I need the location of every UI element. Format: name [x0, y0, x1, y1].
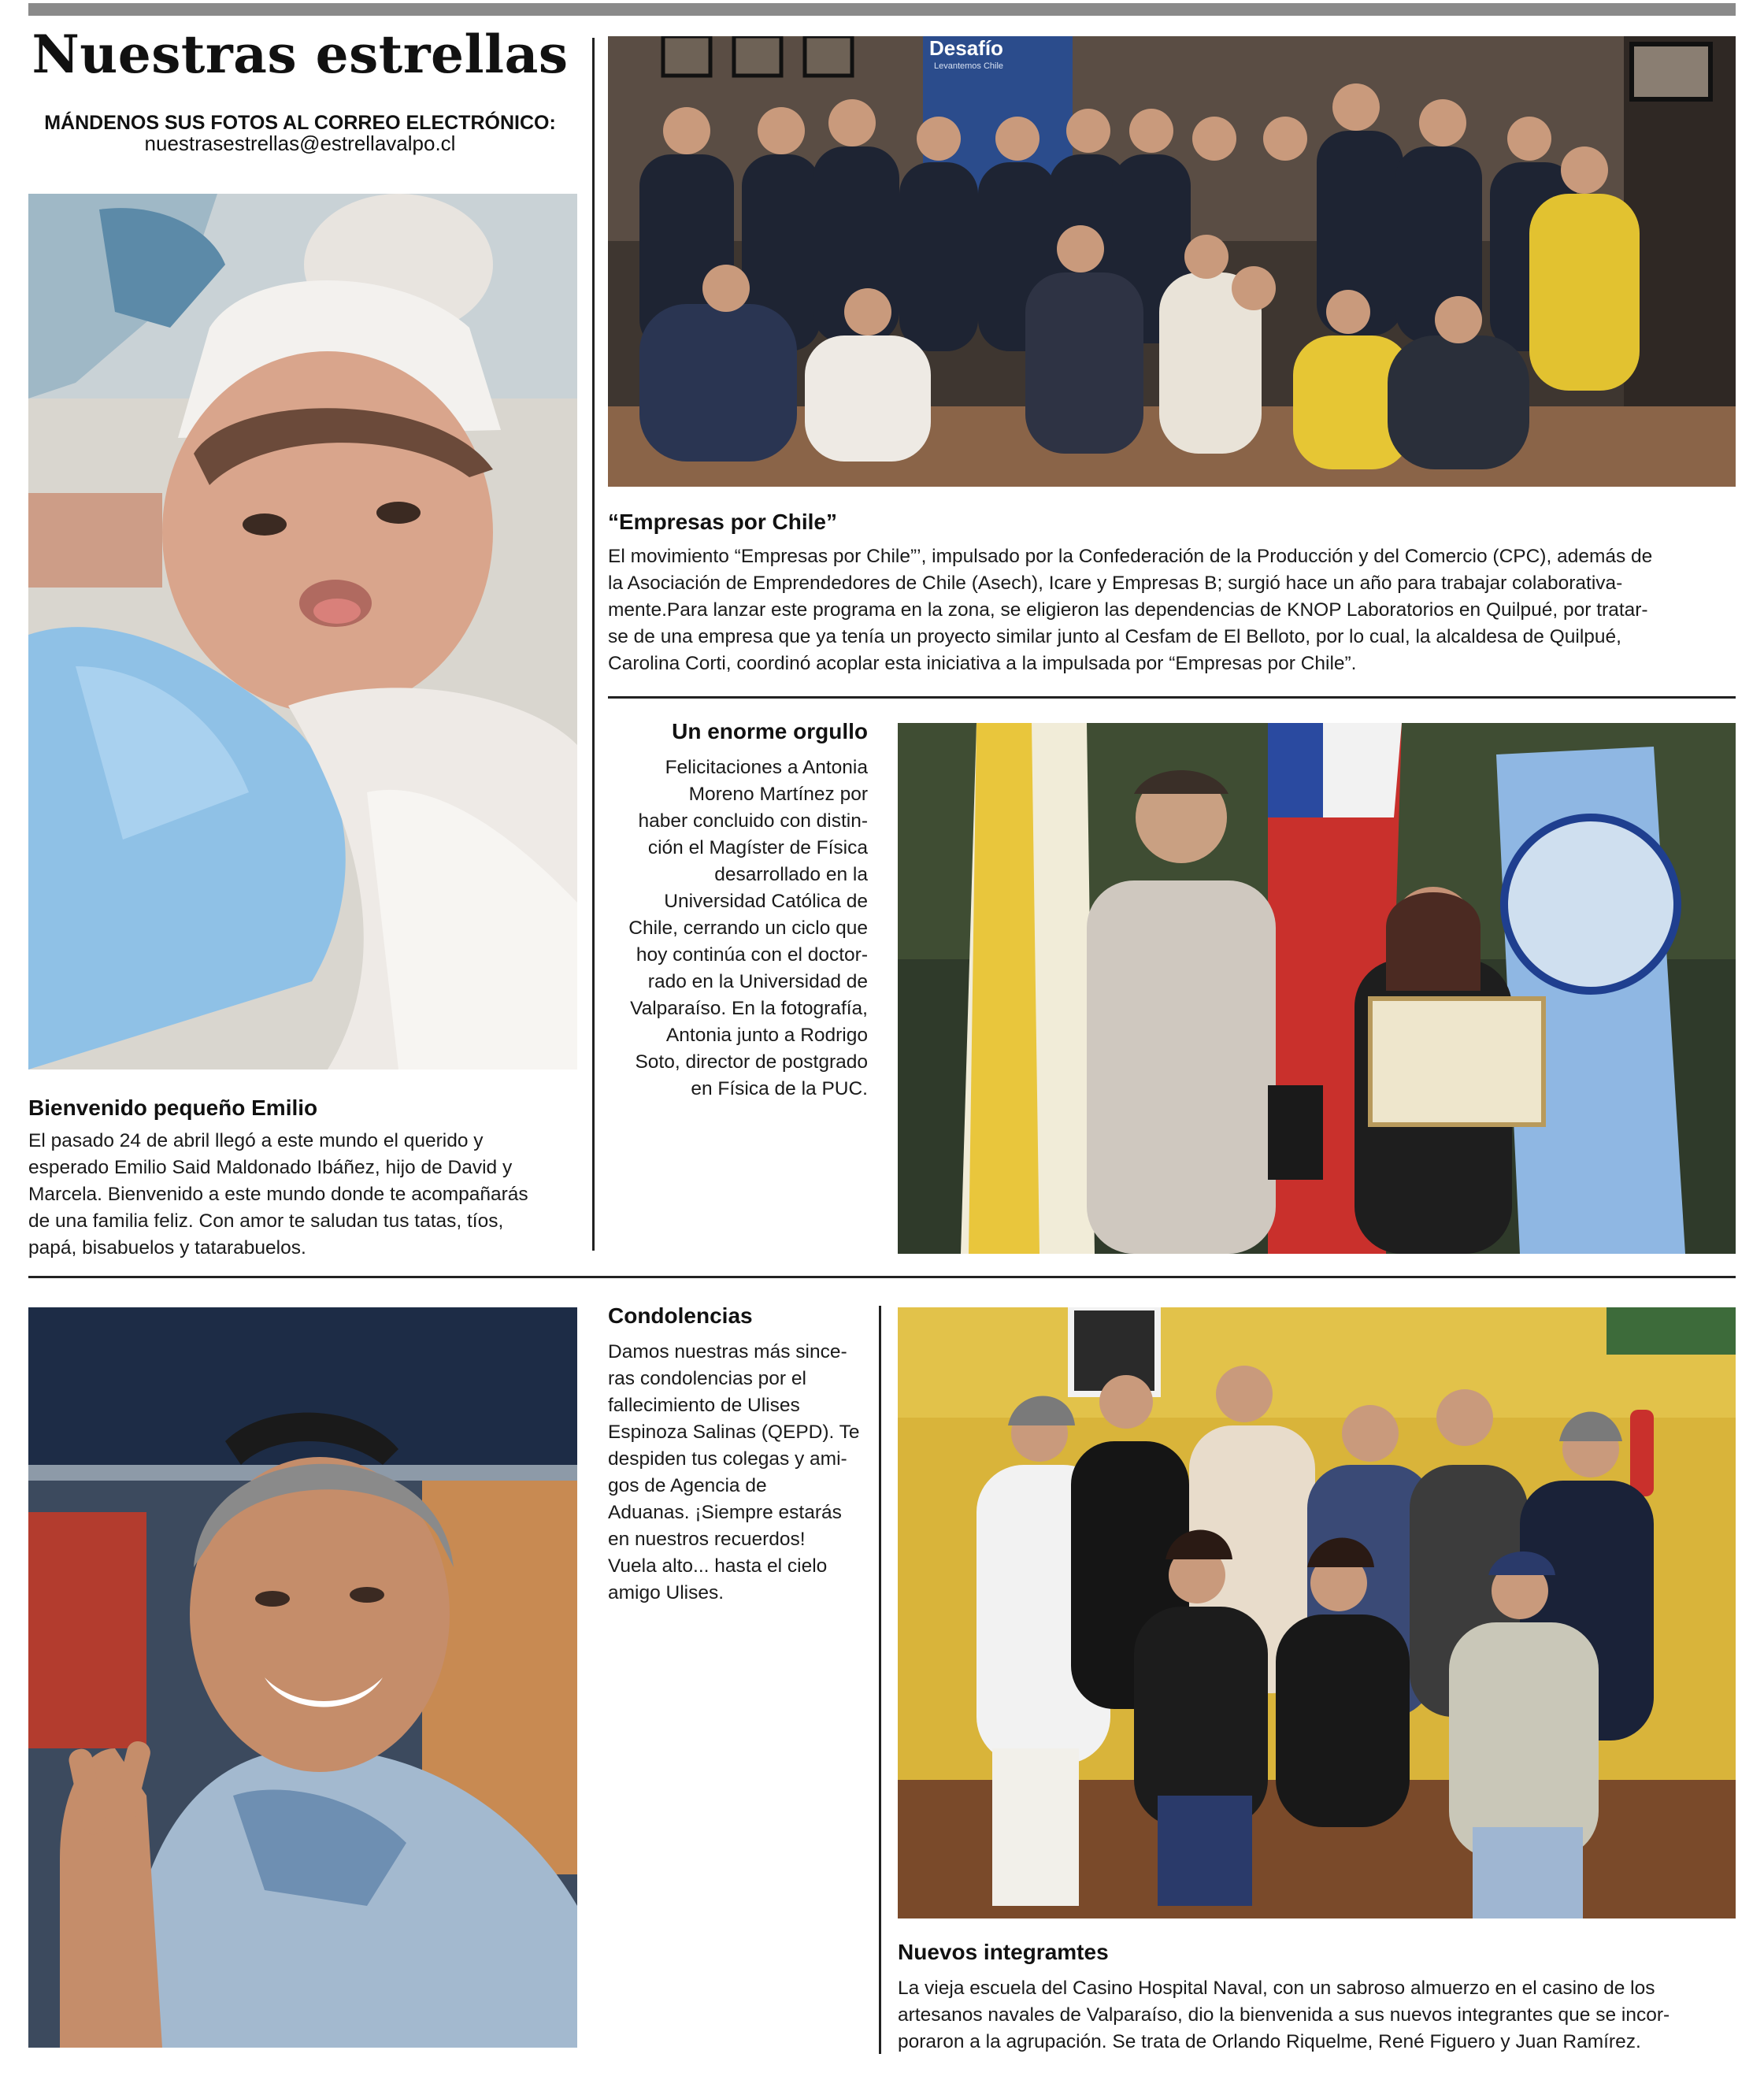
condolencias-body-line: despiden tus colegas y ami-: [608, 1448, 847, 1470]
column-divider: [879, 1306, 881, 2054]
orgullo-body: [608, 754, 868, 1103]
condolencias-body-line: en nuestros recuerdos!: [608, 1529, 806, 1550]
section-divider: [28, 1276, 1736, 1278]
baby-body-line: esperado Emilio Said Maldonado Ibáñez, hijo de David y: [28, 1157, 513, 1178]
nuevos-body-line: La vieja escuela del Casino Hospital Naval, con un sabroso almuerzo en el casino de los: [898, 1978, 1655, 1999]
empresas-body-line: El movimiento “Empresas por Chile”’, impulsado por la Confederación de la Producción y del Comercio (CPC), además de: [608, 546, 1653, 567]
empresas-body-line: Carolina Corti, coordinó acoplar esta iniciativa a la impulsada por “Empresas por Chile”.: [608, 653, 1357, 674]
orgullo-heading: Un enorme orgullo: [672, 719, 868, 743]
orgullo-body-line: rado en la Universidad de: [647, 971, 868, 992]
empresas-heading: “Empresas por Chile”: [608, 510, 837, 534]
baby-body-line: de una familia feliz. Con amor te saludan tus tatas, tíos,: [28, 1210, 504, 1232]
empresas-group-photo: [608, 36, 1736, 487]
condolencias-body-line: Damos nuestras más since-: [608, 1341, 847, 1362]
condolencias-body-line: ras condolencias por el: [608, 1368, 806, 1389]
top-rule: [28, 3, 1736, 16]
empresas-body-line: mente.Para lanzar este programa en la zona, se eligieron las dependencias de KNOP Laboratorios en Quilpué, por tratar-: [608, 599, 1648, 621]
condolencias-body-line: Vuela alto... hasta el cielo: [608, 1555, 828, 1577]
orgullo-body-line: Universidad Católica de: [664, 891, 868, 912]
desafio-banner-sub: Levantemos Chile: [934, 61, 1004, 71]
baby-body-line: papá, bisabuelos y tatarabuelos.: [28, 1237, 306, 1259]
condolence-photo: [28, 1307, 577, 2048]
nuevos-body-line: artesanos navales de Valparaíso, dio la bienvenida a sus nuevos integrantes que se incor-: [898, 2004, 1670, 2026]
submit-email[interactable]: nuestrasestrellas@estrellavalpo.cl: [144, 132, 456, 155]
baby-photo: [28, 194, 577, 1070]
orgullo-body-line: haber concluido con distin-: [638, 810, 868, 832]
empresas-body-line: se de una empresa que ya tenía un proyecto similar junto al Cesfam de El Belloto, por lo cual, la alcaldesa de Quilpué,: [608, 626, 1621, 647]
nuevos-body: [898, 1975, 1736, 2056]
baby-body-line: Marcela. Bienvenido a este mundo donde te acompañarás: [28, 1184, 528, 1205]
baby-body: [28, 1128, 577, 1262]
column-divider: [592, 38, 595, 1251]
baby-heading: Bienvenido pequeño Emilio: [28, 1095, 318, 1120]
orgullo-body-line: Soto, director de postgrado: [635, 1051, 868, 1073]
orgullo-body-line: desarrollado en la: [714, 864, 868, 885]
orgullo-body-line: Valparaíso. En la fotografía,: [630, 998, 868, 1019]
orgullo-body-line: Antonia junto a Rodrigo: [665, 1025, 868, 1046]
orgullo-body-line: Chile, cerrando un ciclo que: [628, 918, 868, 939]
orgullo-body-line: Moreno Martínez por: [688, 784, 868, 805]
condolencias-body: [608, 1339, 868, 1607]
graduation-photo: [898, 723, 1736, 1254]
empresas-body-line: la Asociación de Emprendedores de Chile (Asech), Icare y Empresas B; surgió hace un año para trabajar colaborativa-: [608, 573, 1623, 594]
orgullo-body-line: Felicitaciones a Antonia: [665, 757, 868, 778]
condolencias-body-line: amigo Ulises.: [608, 1582, 724, 1603]
section-title: Nuestras estrellas: [32, 24, 569, 85]
condolencias-body-line: Espinoza Salinas (QEPD). Te: [608, 1422, 860, 1443]
baby-body-line: El pasado 24 de abril llegó a este mundo el querido y: [28, 1130, 484, 1151]
orgullo-body-line: ción el Magíster de Física: [647, 837, 868, 858]
condolencias-heading: Condolencias: [608, 1303, 753, 1328]
orgullo-body-line: hoy continúa con el doctor-: [636, 944, 868, 966]
submit-photos-label: MÁNDENOS SUS FOTOS AL CORREO ELECTRÓNICO:: [44, 112, 556, 134]
condolencias-body-line: gos de Agencia de: [608, 1475, 767, 1496]
condolencias-body-line: fallecimiento de Ulises: [608, 1395, 800, 1416]
casino-group-photo: [898, 1307, 1736, 1918]
condolencias-body-line: Aduanas. ¡Siempre estarás: [608, 1502, 842, 1523]
section-divider: [608, 696, 1736, 699]
nuevos-body-line: poraron a la agrupación. Se trata de Orlando Riquelme, René Figuero y Juan Ramírez.: [898, 2031, 1641, 2052]
orgullo-body-line: en Física de la PUC.: [691, 1078, 868, 1099]
desafio-banner-text: Desafío: [929, 36, 1003, 60]
empresas-body: [608, 543, 1736, 677]
nuevos-heading: Nuevos integramtes: [898, 1940, 1109, 1964]
